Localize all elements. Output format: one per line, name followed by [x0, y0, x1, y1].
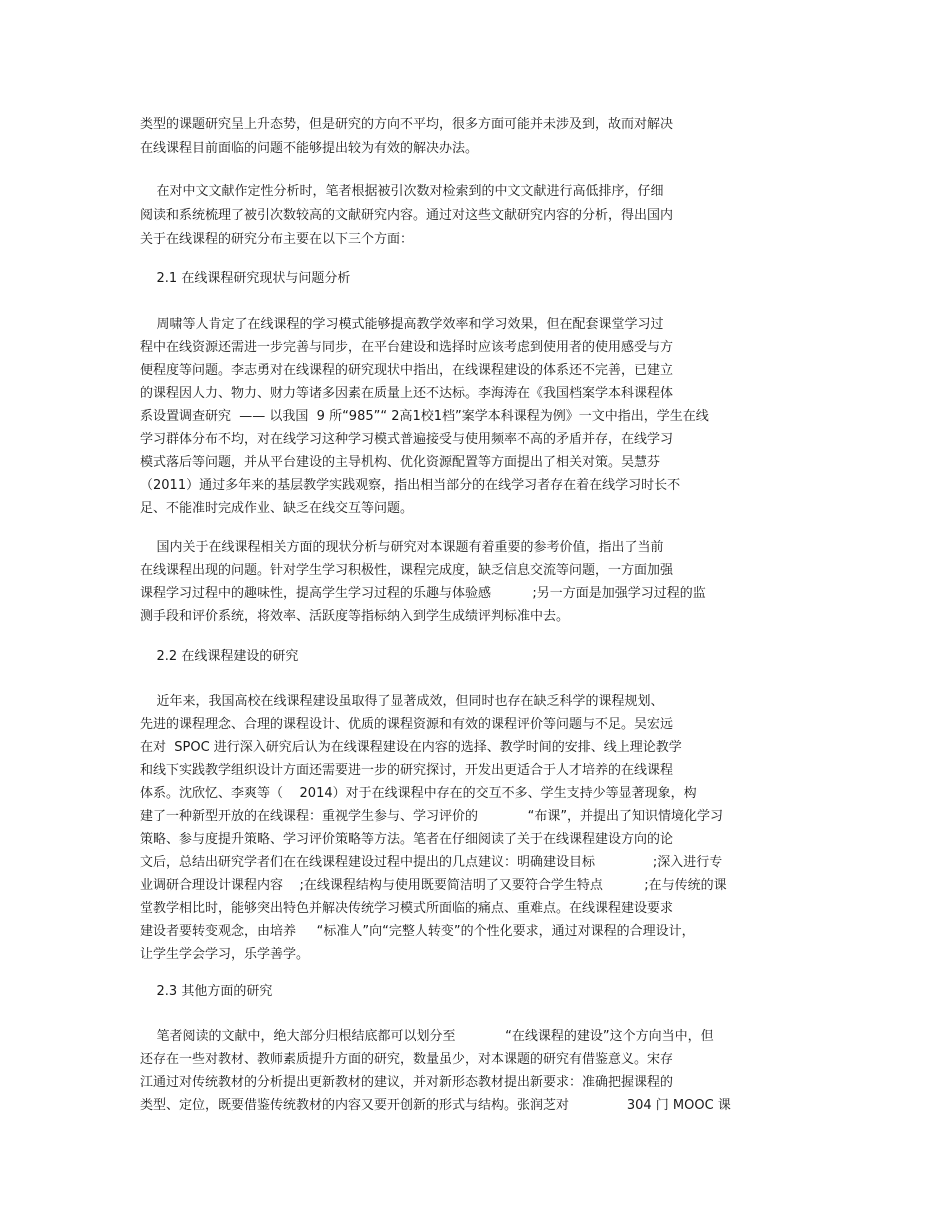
text-line: 类型、定位，既要借鉴传统教材的内容又要开创新的形式与结构。张润芝对 304 门 MOOC 课: [140, 1098, 731, 1113]
text-line: 在对中文文献作定性分析时，笔者根据被引次数对检索到的中文文献进行高低排序，仔细: [140, 184, 664, 199]
text-line: 类型的课题研究呈上升态势，但是研究的方向不平均，很多方面可能并未涉及到，故而对解决: [140, 117, 674, 132]
text-line: 江通过对传统教材的分析提出更新教材的建议，并对新形态教材提出新要求：准确把握课程的: [140, 1075, 674, 1090]
text-line: 建了一种新型开放的在线课程：重视学生参与、学习评价的 “布课”，并提出了知识情境化学习: [140, 809, 724, 824]
text-line: 周啸等人肯定了在线课程的学习模式能够提高教学效率和学习效果，但在配套课堂学习过: [140, 317, 664, 332]
text-line: 在对 SPOC 进行深入研究后认为在线课程建设在内容的选择、教学时间的安排、线上理论教学: [140, 740, 682, 755]
text-line: 还存在一些对教材、教师素质提升方面的研究，数量虽少，对本课题的研究有借鉴意义。宋存: [140, 1052, 674, 1067]
text-line: 策略、参与度提升策略、学习评价策略等方法。笔者在仔细阅读了关于在线课程建设方向的论: [140, 832, 674, 847]
text-line: 系设置调查研究 —— 以我国 9 所“985”“ 2高1校1档”案学本科课程为例》一文中指出，学生在线: [140, 409, 709, 424]
text-line: 学习群体分布不均，对在线学习这种学习模式普遍接受与使用频率不高的矛盾并存，在线学习: [140, 432, 674, 447]
text-line: 业调研合理设计课程内容 ;在线课程结构与使用既要简洁明了又要符合学生特点 ;在与传统的课: [140, 878, 727, 893]
text-line: 先进的课程理念、合理的课程设计、优质的课程资源和有效的课程评价等问题与不足。吴宏远: [140, 717, 674, 732]
section-heading-2-3: 2.3 其他方面的研究: [140, 984, 273, 999]
text-line: 近年来，我国高校在线课程建设虽取得了显著成效，但同时也存在缺乏科学的课程规划、: [140, 694, 664, 709]
text-line: 建设者要转变观念，由培养 “标准人”向“完整人转变”的个性化要求，通过对课程的合理设计，: [140, 924, 695, 939]
text-line: （2011）通过多年来的基层教学实践观察，指出相当部分的在线学习者存在着在线学习时长不: [140, 478, 681, 493]
text-line: 在线课程出现的问题。针对学生学习积极性，课程完成度，缺乏信息交流等问题，一方面加强: [140, 563, 674, 578]
section-heading-2-1: 2.1 在线课程研究现状与问题分析: [140, 271, 351, 286]
text-line: 文后，总结出研究学者们在在线课程建设过程中提出的几点建议：明确建设目标 ;深入进行专: [140, 855, 723, 870]
text-line: 课程学习过程中的趣味性，提高学生学习过程的乐趣与体验感 ;另一方面是加强学习过程的监: [140, 586, 706, 601]
text-line: 测手段和评价系统，将效率、活跃度等指标纳入到学生成绩评判标准中去。: [140, 609, 570, 624]
text-line: 模式落后等问题，并从平台建设的主导机构、优化资源配置等方面提出了相关对策。吴慧芬: [140, 455, 661, 470]
text-line: 程中在线资源还需进一步完善与同步，在平台建设和选择时应该考虑到使用者的使用感受与方: [140, 340, 674, 355]
text-line: 和线下实践教学组织设计方面还需要进一步的研究探讨，开发出更适合于人才培养的在线课程: [140, 763, 674, 778]
text-line: 国内关于在线课程相关方面的现状分析与研究对本课题有着重要的参考价值，指出了当前: [140, 540, 664, 555]
text-line: 关于在线课程的研究分布主要在以下三个方面：: [140, 232, 414, 247]
text-line: 阅读和系统梳理了被引次数较高的文献研究内容。通过对这些文献研究内容的分析，得出国内: [140, 208, 674, 223]
text-line: 的课程因人力、物力、财力等诸多因素在质量上还不达标。李海涛在《我国档案学本科课程体: [140, 386, 674, 401]
text-line: 笔者阅读的文献中，绝大部分归根结底都可以划分至 “在线课程的建设”这个方向当中，但: [140, 1029, 714, 1044]
text-line: 足、不能准时完成作业、缺乏在线交互等问题。: [140, 501, 414, 516]
text-line: 便程度等问题。李志勇对在线课程的研究现状中指出，在线课程建设的体系还不完善，已建立: [140, 363, 674, 378]
section-heading-2-2: 2.2 在线课程建设的研究: [140, 649, 299, 664]
text-line: 在线课程目前面临的问题不能够提出较为有效的解决办法。: [140, 141, 479, 156]
text-line: 堂教学相比时，能够突出特色并解决传统学习模式所面临的痛点、重难点。在线课程建设要求: [140, 901, 674, 916]
text-line: 让学生学会学习，乐学善学。: [140, 947, 310, 962]
text-line: 体系。沈欣忆、李爽等（ 2014）对于在线课程中存在的交互不多、学生支持少等显著现象，构: [140, 786, 697, 801]
